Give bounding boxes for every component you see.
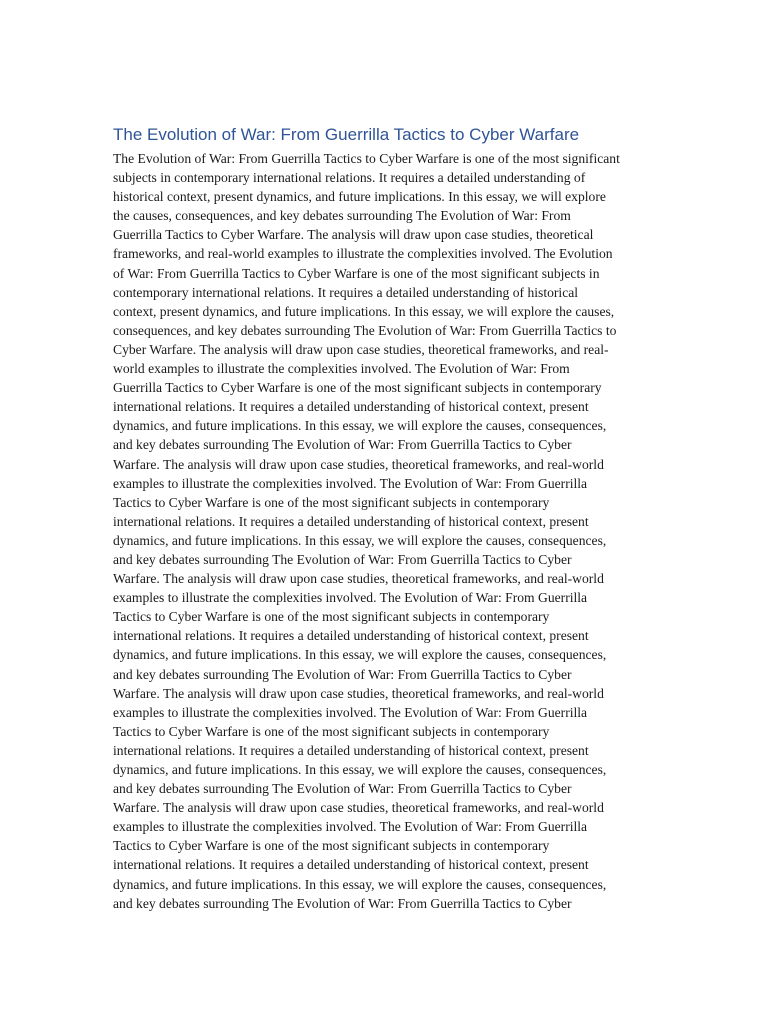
- body-text-line: examples to illustrate the complexities involved. The Evolution of War: From Guerrilla: [113, 819, 588, 835]
- document-title: The Evolution of War: From Guerrilla Tactics to Cyber Warfare: [113, 125, 580, 144]
- body-text-line: examples to illustrate the complexities involved. The Evolution of War: From Guerrilla: [113, 704, 588, 720]
- body-text-line: and key debates surrounding The Evolution of War: From Guerrilla Tactics to Cyber: [113, 895, 572, 911]
- body-text-line: international relations. It requires a detailed understanding of historical context, present: [113, 399, 589, 415]
- body-text-line: international relations. It requires a detailed understanding of historical context, present: [113, 513, 589, 529]
- body-text-line: dynamics, and future implications. In this essay, we will explore the causes, consequences,: [113, 418, 607, 434]
- body-text-line: examples to illustrate the complexities involved. The Evolution of War: From Guerrilla: [113, 475, 588, 491]
- body-text-line: Guerrilla Tactics to Cyber Warfare is one of the most significant subjects in contemporary: [113, 380, 602, 396]
- body-text-line: examples to illustrate the complexities involved. The Evolution of War: From Guerrilla: [113, 590, 588, 606]
- body-text-line: international relations. It requires a detailed understanding of historical context, present: [113, 857, 589, 873]
- body-text-line: Tactics to Cyber Warfare is one of the most significant subjects in contemporary: [113, 494, 550, 510]
- body-text-line: Guerrilla Tactics to Cyber Warfare. The analysis will draw upon case studies, theoretical: [113, 227, 594, 243]
- body-text-line: dynamics, and future implications. In this essay, we will explore the causes, consequences,: [113, 647, 607, 663]
- body-text-line: of War: From Guerrilla Tactics to Cyber Warfare is one of the most significant subjects in: [113, 265, 600, 281]
- body-text-line: dynamics, and future implications. In this essay, we will explore the causes, consequences,: [113, 876, 607, 892]
- body-text-line: world examples to illustrate the complexities involved. The Evolution of War: From: [113, 361, 570, 377]
- body-text-line: contemporary international relations. It requires a detailed understanding of historical: [113, 284, 579, 300]
- body-text-line: Tactics to Cyber Warfare is one of the most significant subjects in contemporary: [113, 609, 550, 625]
- body-text-line: Tactics to Cyber Warfare is one of the most significant subjects in contemporary: [113, 838, 550, 854]
- body-text-line: international relations. It requires a detailed understanding of historical context, present: [113, 628, 589, 644]
- body-text-line: and key debates surrounding The Evolution of War: From Guerrilla Tactics to Cyber: [113, 551, 572, 567]
- body-text-line: the causes, consequences, and key debates surrounding The Evolution of War: From: [113, 208, 571, 224]
- body-text-line: Warfare. The analysis will draw upon case studies, theoretical frameworks, and real-world: [113, 685, 604, 701]
- body-text-line: and key debates surrounding The Evolution of War: From Guerrilla Tactics to Cyber: [113, 437, 572, 453]
- body-text-line: The Evolution of War: From Guerrilla Tactics to Cyber Warfare is one of the most significant: [113, 151, 620, 166]
- body-text-line: and key debates surrounding The Evolution of War: From Guerrilla Tactics to Cyber: [113, 666, 572, 682]
- body-text-line: Warfare. The analysis will draw upon case studies, theoretical frameworks, and real-world: [113, 571, 604, 587]
- body-text-line: dynamics, and future implications. In this essay, we will explore the causes, consequences,: [113, 762, 607, 777]
- body-text-line: Warfare. The analysis will draw upon case studies, theoretical frameworks, and real-world: [113, 456, 604, 472]
- document-body: [113, 149, 673, 913]
- body-text-line: Tactics to Cyber Warfare is one of the most significant subjects in contemporary: [113, 723, 550, 739]
- body-text-line: Cyber Warfare. The analysis will draw upon case studies, theoretical frameworks, and real-: [113, 341, 609, 357]
- body-text-line: subjects in contemporary international relations. It requires a detailed understanding of: [113, 170, 586, 186]
- body-text-line: and key debates surrounding The Evolution of War: From Guerrilla Tactics to Cyber: [113, 781, 572, 797]
- body-text-line: Warfare. The analysis will draw upon case studies, theoretical frameworks, and real-world: [113, 800, 604, 816]
- body-text-line: frameworks, and real-world examples to illustrate the complexities involved. The Evolution: [113, 246, 613, 262]
- body-text-line: context, present dynamics, and future implications. In this essay, we will explore the causes,: [113, 303, 615, 319]
- body-text-line: international relations. It requires a detailed understanding of historical context, present: [113, 742, 589, 758]
- body-text-line: historical context, present dynamics, and future implications. In this essay, we will explore: [113, 189, 606, 205]
- body-text-line: dynamics, and future implications. In this essay, we will explore the causes, consequences,: [113, 532, 607, 548]
- body-text-line: consequences, and key debates surrounding The Evolution of War: From Guerrilla Tactics to: [113, 322, 617, 338]
